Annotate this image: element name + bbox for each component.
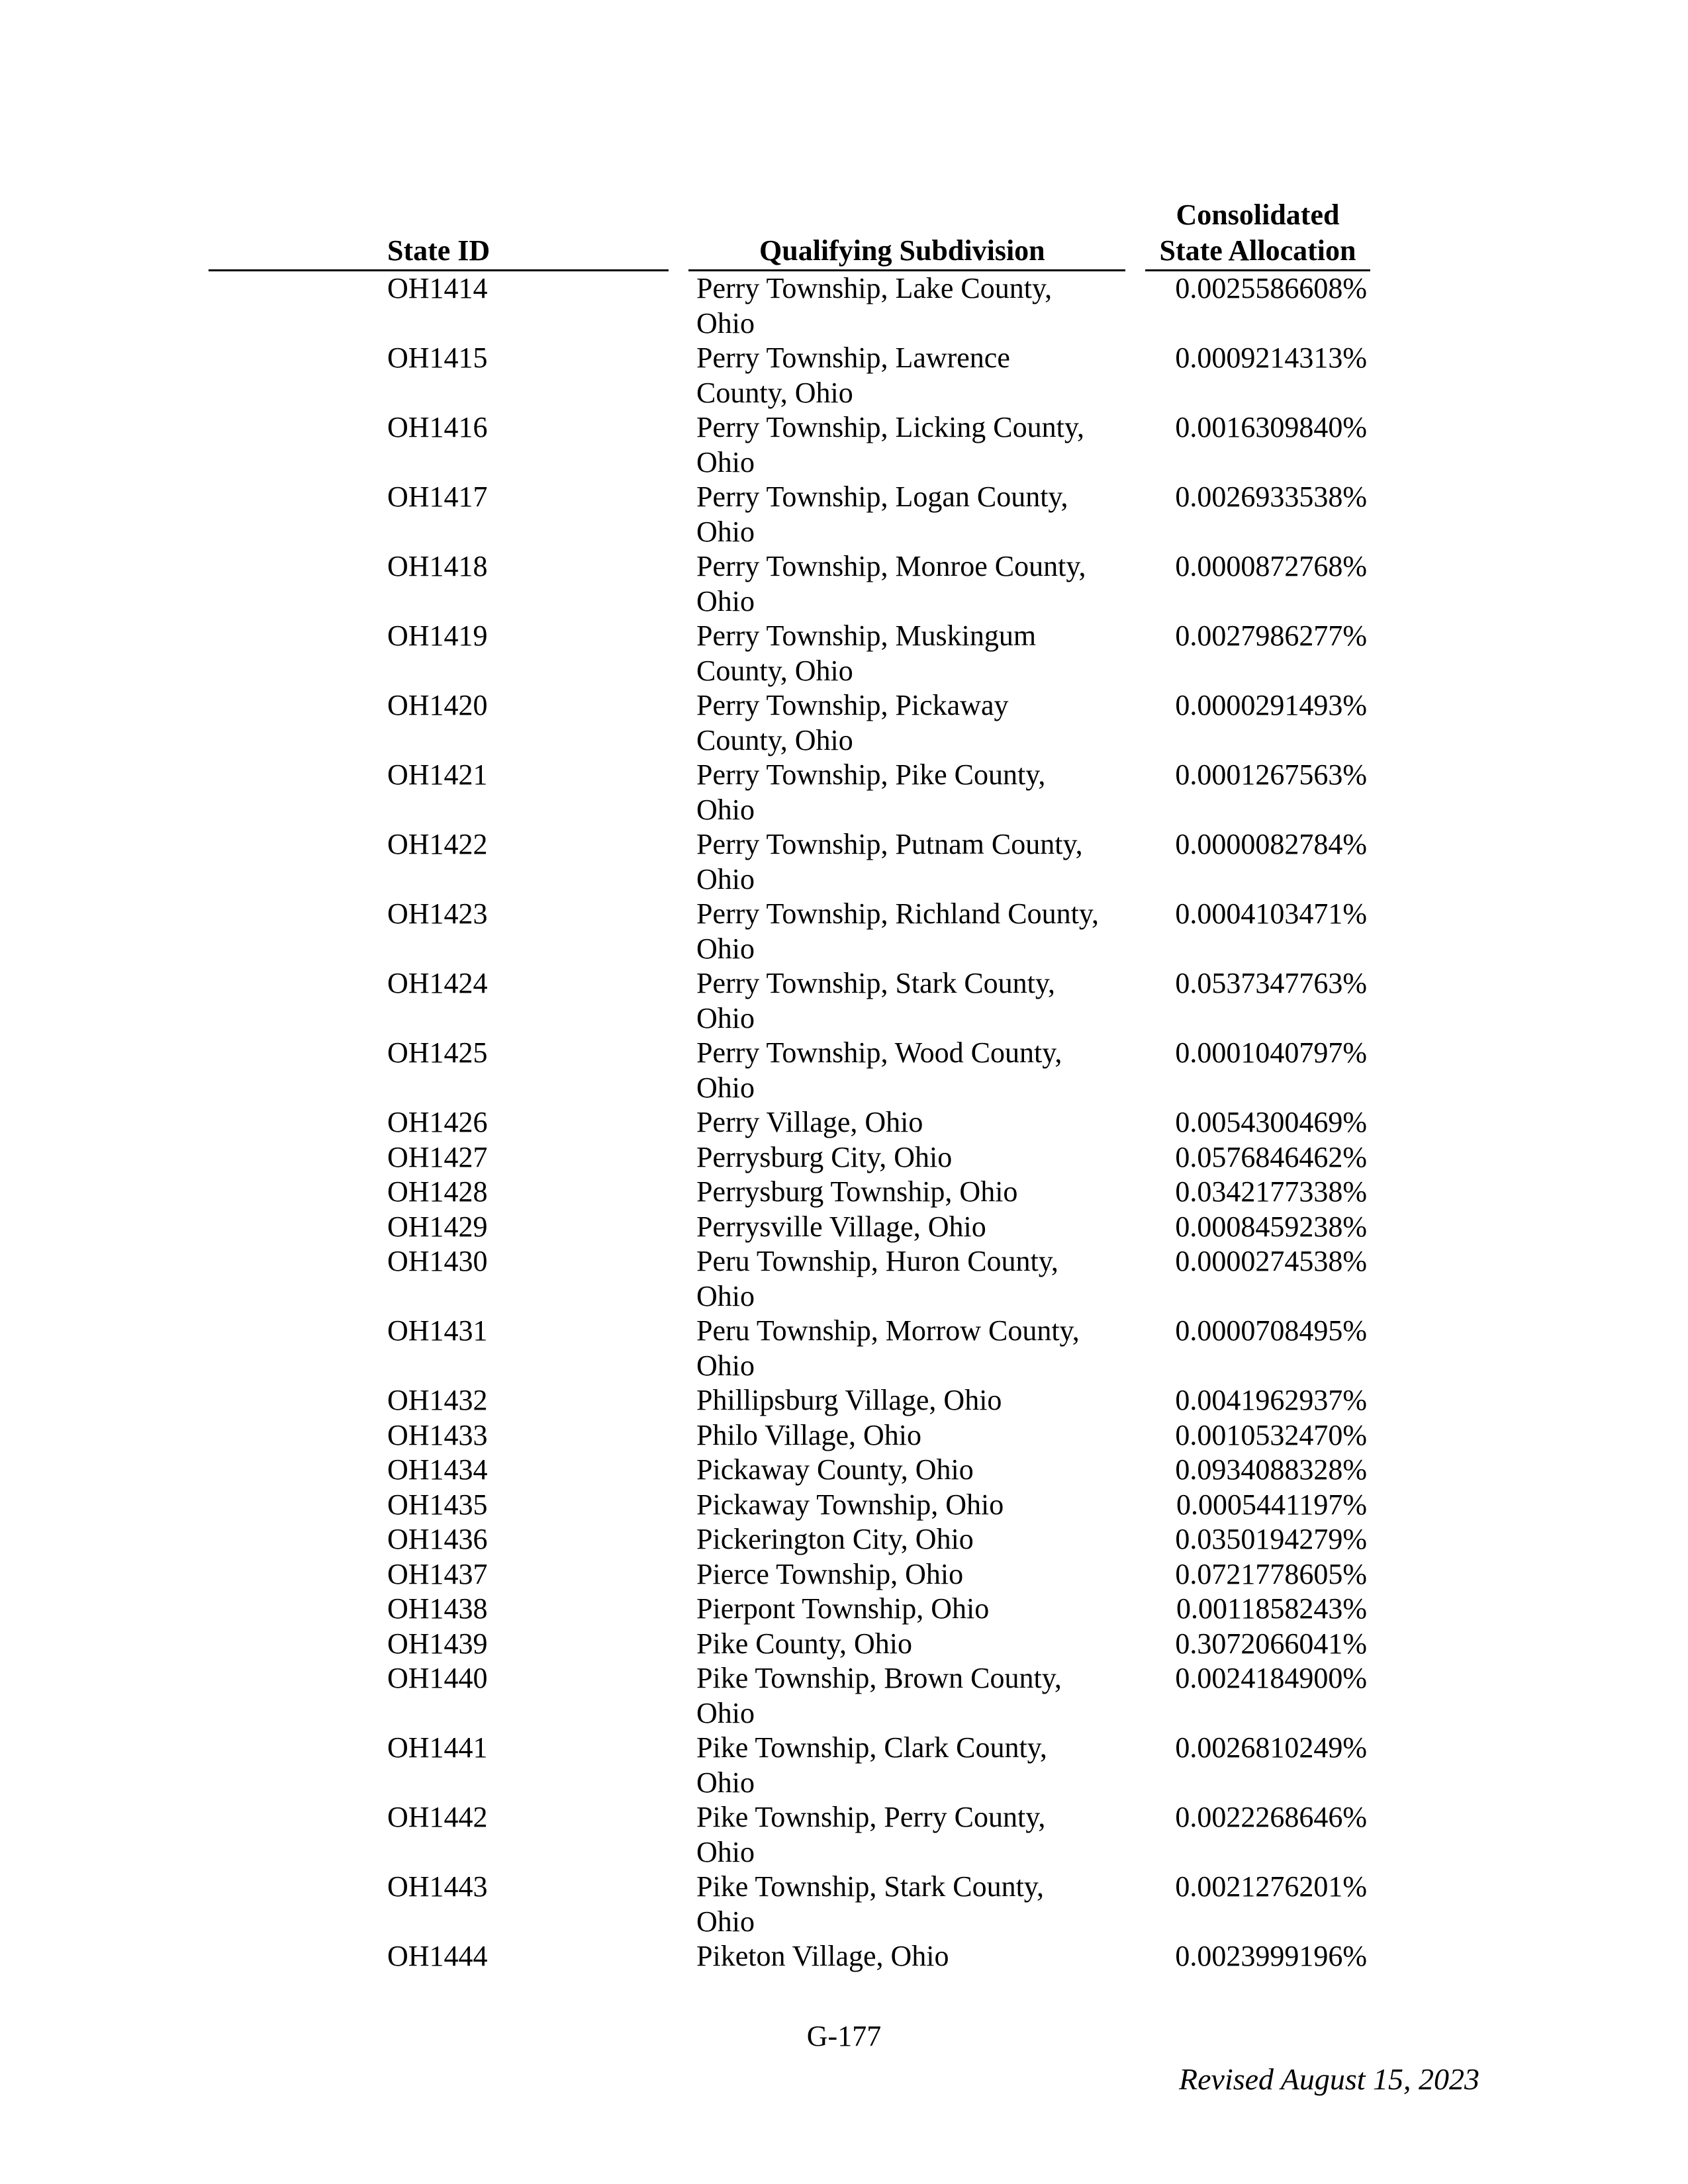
allocation-cell: 0.0721778605% <box>1175 1557 1367 1590</box>
subdivision-line-2: Ohio <box>696 1835 755 1868</box>
allocation-cell: 0.0350194279% <box>1175 1523 1367 1555</box>
table-row <box>0 688 1688 758</box>
allocation-cell: 0.0016309840% <box>1175 411 1367 443</box>
subdivision-line-2: Ohio <box>696 1071 755 1104</box>
subdivision-line-2: Ohio <box>696 932 755 965</box>
subdivision-cell <box>696 1731 1133 1800</box>
table-row <box>0 1661 1688 1731</box>
allocation-cell: 0.0041962937% <box>1175 1384 1367 1416</box>
allocation-cell: 0.0054300469% <box>1175 1106 1367 1138</box>
subdivision-cell <box>696 480 1133 549</box>
table-row <box>0 480 1688 549</box>
allocation-cell: 0.3072066041% <box>1175 1627 1367 1660</box>
subdivision-cell <box>696 1488 1133 1523</box>
table-row <box>0 1418 1688 1453</box>
state-id-cell: OH1433 <box>387 1418 488 1451</box>
allocation-cell: 0.0024184900% <box>1175 1662 1367 1694</box>
page-number: G-177 <box>806 2020 882 2052</box>
subdivision-line-1: Piketon Village, Ohio <box>696 1940 949 1972</box>
state-id-cell: OH1424 <box>387 967 488 999</box>
subdivision-line-2: Ohio <box>696 793 755 826</box>
subdivision-line-2: County, Ohio <box>696 654 853 687</box>
allocation-cell: 0.0000872768% <box>1175 550 1367 582</box>
subdivision-line-2: Ohio <box>696 1349 755 1382</box>
table-row <box>0 827 1688 897</box>
table-row <box>0 897 1688 966</box>
table-row <box>0 1244 1688 1314</box>
table-row <box>0 1105 1688 1140</box>
subdivision-line-1: Philo Village, Ohio <box>696 1418 921 1451</box>
table-row <box>0 1488 1688 1523</box>
table-row <box>0 549 1688 619</box>
subdivision-line-2: Ohio <box>696 1279 755 1312</box>
table-row <box>0 1870 1688 1939</box>
allocation-cell: 0.0342177338% <box>1175 1175 1367 1208</box>
state-id-cell: OH1436 <box>387 1523 488 1555</box>
state-id-cell: OH1438 <box>387 1592 488 1625</box>
subdivision-cell <box>696 827 1133 897</box>
state-id-cell: OH1422 <box>387 828 488 860</box>
subdivision-cell <box>696 549 1133 619</box>
subdivision-cell <box>696 1800 1133 1870</box>
allocation-cell: 0.0001267563% <box>1175 758 1367 791</box>
subdivision-cell <box>696 410 1133 480</box>
subdivision-cell <box>696 897 1133 966</box>
subdivision-cell <box>696 1105 1133 1140</box>
state-id-cell: OH1444 <box>387 1940 488 1972</box>
table-row <box>0 1383 1688 1418</box>
allocation-table-body <box>0 271 1688 1974</box>
subdivision-line-1: Perry Township, Lawrence <box>696 341 1010 374</box>
subdivision-line-1: Perry Township, Muskingum <box>696 619 1037 652</box>
table-row <box>0 1210 1688 1245</box>
state-id-cell: OH1432 <box>387 1384 488 1416</box>
allocation-cell: 0.0000291493% <box>1175 689 1367 721</box>
state-id-cell: OH1420 <box>387 689 488 721</box>
subdivision-line-1: Pickerington City, Ohio <box>696 1523 974 1555</box>
subdivision-line-1: Pike Township, Brown County, <box>696 1662 1062 1694</box>
subdivision-cell <box>696 1036 1133 1105</box>
qualifying-subdivision-header: Qualifying Subdivision <box>759 234 1045 267</box>
allocation-cell: 0.0576846462% <box>1175 1140 1367 1173</box>
revision-date: Revised August 15, 2023 <box>1179 2062 1479 2096</box>
subdivision-line-1: Perry Township, Logan County, <box>696 480 1068 513</box>
state-id-cell: OH1443 <box>387 1870 488 1903</box>
subdivision-line-1: Pike Township, Clark County, <box>696 1731 1047 1764</box>
subdivision-line-2: Ohio <box>696 515 755 548</box>
allocation-header-line-1: Consolidated <box>1176 199 1340 231</box>
allocation-header-line-2: State Allocation <box>1159 234 1356 267</box>
subdivision-cell <box>696 1627 1133 1662</box>
subdivision-cell <box>696 1557 1133 1592</box>
subdivision-line-2: County, Ohio <box>696 376 853 409</box>
table-row <box>0 1731 1688 1800</box>
table-row <box>0 1557 1688 1592</box>
state-id-cell: OH1441 <box>387 1731 488 1764</box>
subdivision-cell <box>696 688 1133 758</box>
allocation-cell: 0.0023999196% <box>1175 1940 1367 1972</box>
state-id-cell: OH1421 <box>387 758 488 791</box>
subdivision-line-1: Peru Township, Huron County, <box>696 1245 1058 1277</box>
subdivision-line-1: Peru Township, Morrow County, <box>696 1314 1080 1347</box>
table-row <box>0 1592 1688 1627</box>
subdivision-line-2: Ohio <box>696 862 755 895</box>
subdivision-cell <box>696 1244 1133 1314</box>
subdivision-line-1: Perry Township, Stark County, <box>696 967 1056 999</box>
table-row <box>0 1036 1688 1105</box>
state-id-cell: OH1430 <box>387 1245 488 1277</box>
table-row <box>0 1939 1688 1974</box>
allocation-cell: 0.0537347763% <box>1175 967 1367 999</box>
state-id-cell: OH1434 <box>387 1453 488 1486</box>
subdivision-cell <box>696 1383 1133 1418</box>
subdivision-line-1: Pierce Township, Ohio <box>696 1557 964 1590</box>
subdivision-cell <box>696 1175 1133 1210</box>
subdivision-line-2: Ohio <box>696 306 755 340</box>
subdivision-cell <box>696 1522 1133 1557</box>
allocation-cell: 0.0000082784% <box>1175 828 1367 860</box>
subdivision-line-2: Ohio <box>696 1696 755 1729</box>
allocation-cell: 0.0000708495% <box>1175 1314 1367 1347</box>
state-id-cell: OH1425 <box>387 1036 488 1069</box>
state-id-cell: OH1428 <box>387 1175 488 1208</box>
state-id-header: State ID <box>387 234 491 267</box>
state-id-cell: OH1440 <box>387 1662 488 1694</box>
state-id-cell: OH1429 <box>387 1210 488 1243</box>
state-id-cell: OH1442 <box>387 1801 488 1833</box>
allocation-cell: 0.0009214313% <box>1175 341 1367 374</box>
subdivision-line-1: Pickaway Township, Ohio <box>696 1488 1004 1521</box>
subdivision-cell <box>696 758 1133 827</box>
subdivision-cell <box>696 1939 1133 1974</box>
allocation-cell: 0.0934088328% <box>1175 1453 1367 1486</box>
subdivision-line-1: Pike County, Ohio <box>696 1627 912 1660</box>
table-row <box>0 1627 1688 1662</box>
allocation-cell: 0.0005441197% <box>1176 1488 1367 1521</box>
subdivision-line-1: Pierpont Township, Ohio <box>696 1592 990 1625</box>
allocation-cell: 0.0026933538% <box>1175 480 1367 513</box>
subdivision-line-1: Phillipsburg Village, Ohio <box>696 1384 1002 1416</box>
subdivision-line-1: Perry Township, Pike County, <box>696 758 1046 791</box>
subdivision-line-1: Perrysville Village, Ohio <box>696 1210 986 1243</box>
table-row <box>0 271 1688 341</box>
table-row <box>0 1175 1688 1210</box>
table-row <box>0 1140 1688 1175</box>
allocation-cell: 0.0025586608% <box>1175 272 1367 304</box>
subdivision-line-1: Perry Township, Lake County, <box>696 272 1053 304</box>
state-id-cell: OH1416 <box>387 411 488 443</box>
subdivision-cell <box>696 271 1133 341</box>
subdivision-line-1: Perry Village, Ohio <box>696 1106 923 1138</box>
subdivision-line-1: Perry Township, Wood County, <box>696 1036 1062 1069</box>
state-id-cell: OH1415 <box>387 341 488 374</box>
table-row <box>0 966 1688 1036</box>
table-row <box>0 410 1688 480</box>
state-id-cell: OH1419 <box>387 619 488 652</box>
subdivision-line-2: Ohio <box>696 584 755 617</box>
subdivision-cell <box>696 966 1133 1036</box>
consolidated-state-allocation-header <box>1145 197 1370 269</box>
subdivision-line-2: Ohio <box>696 445 755 478</box>
state-id-cell: OH1414 <box>387 272 488 304</box>
table-row <box>0 341 1688 410</box>
state-id-cell: OH1439 <box>387 1627 488 1660</box>
allocation-cell: 0.0011858243% <box>1176 1592 1367 1625</box>
table-row <box>0 758 1688 827</box>
table-row <box>0 1522 1688 1557</box>
allocation-cell: 0.0001040797% <box>1175 1036 1367 1069</box>
subdivision-line-1: Perrysburg City, Ohio <box>696 1140 953 1173</box>
table-row <box>0 619 1688 688</box>
subdivision-cell <box>696 1453 1133 1488</box>
table-row <box>0 1453 1688 1488</box>
subdivision-line-1: Perrysburg Township, Ohio <box>696 1175 1018 1208</box>
table-row <box>0 1800 1688 1870</box>
state-id-cell: OH1435 <box>387 1488 488 1521</box>
subdivision-line-2: Ohio <box>696 1905 755 1938</box>
state-id-cell: OH1437 <box>387 1557 488 1590</box>
subdivision-line-1: Perry Township, Richland County, <box>696 897 1100 930</box>
subdivision-cell <box>696 619 1133 688</box>
allocation-cell: 0.0010532470% <box>1175 1418 1367 1451</box>
subdivision-cell <box>696 1418 1133 1453</box>
table-row <box>0 1314 1688 1383</box>
allocation-cell: 0.0026810249% <box>1175 1731 1367 1764</box>
allocation-cell: 0.0004103471% <box>1175 897 1367 930</box>
state-id-cell: OH1423 <box>387 897 488 930</box>
subdivision-cell <box>696 1140 1133 1175</box>
subdivision-cell <box>696 1210 1133 1245</box>
subdivision-line-2: County, Ohio <box>696 723 853 756</box>
allocation-cell: 0.0027986277% <box>1175 619 1367 652</box>
state-id-cell: OH1431 <box>387 1314 488 1347</box>
allocation-cell: 0.0022268646% <box>1175 1801 1367 1833</box>
state-id-cell: OH1418 <box>387 550 488 582</box>
subdivision-line-1: Perry Township, Pickaway <box>696 689 1009 721</box>
subdivision-line-2: Ohio <box>696 1001 755 1034</box>
subdivision-line-1: Perry Township, Licking County, <box>696 411 1085 443</box>
allocation-cell: 0.0021276201% <box>1175 1870 1367 1903</box>
subdivision-cell <box>696 1314 1133 1383</box>
subdivision-cell <box>696 1870 1133 1939</box>
allocation-cell: 0.0008459238% <box>1175 1210 1367 1243</box>
subdivision-line-1: Perry Township, Putnam County, <box>696 828 1083 860</box>
subdivision-line-1: Pickaway County, Ohio <box>696 1453 974 1486</box>
state-id-cell: OH1427 <box>387 1140 488 1173</box>
state-id-cell: OH1417 <box>387 480 488 513</box>
subdivision-cell <box>696 341 1133 410</box>
subdivision-line-2: Ohio <box>696 1766 755 1799</box>
subdivision-cell <box>696 1592 1133 1627</box>
subdivision-line-1: Pike Township, Stark County, <box>696 1870 1044 1903</box>
subdivision-line-1: Perry Township, Monroe County, <box>696 550 1086 582</box>
allocation-cell: 0.0000274538% <box>1175 1245 1367 1277</box>
subdivision-cell <box>696 1661 1133 1731</box>
subdivision-line-1: Pike Township, Perry County, <box>696 1801 1046 1833</box>
state-id-cell: OH1426 <box>387 1106 488 1138</box>
